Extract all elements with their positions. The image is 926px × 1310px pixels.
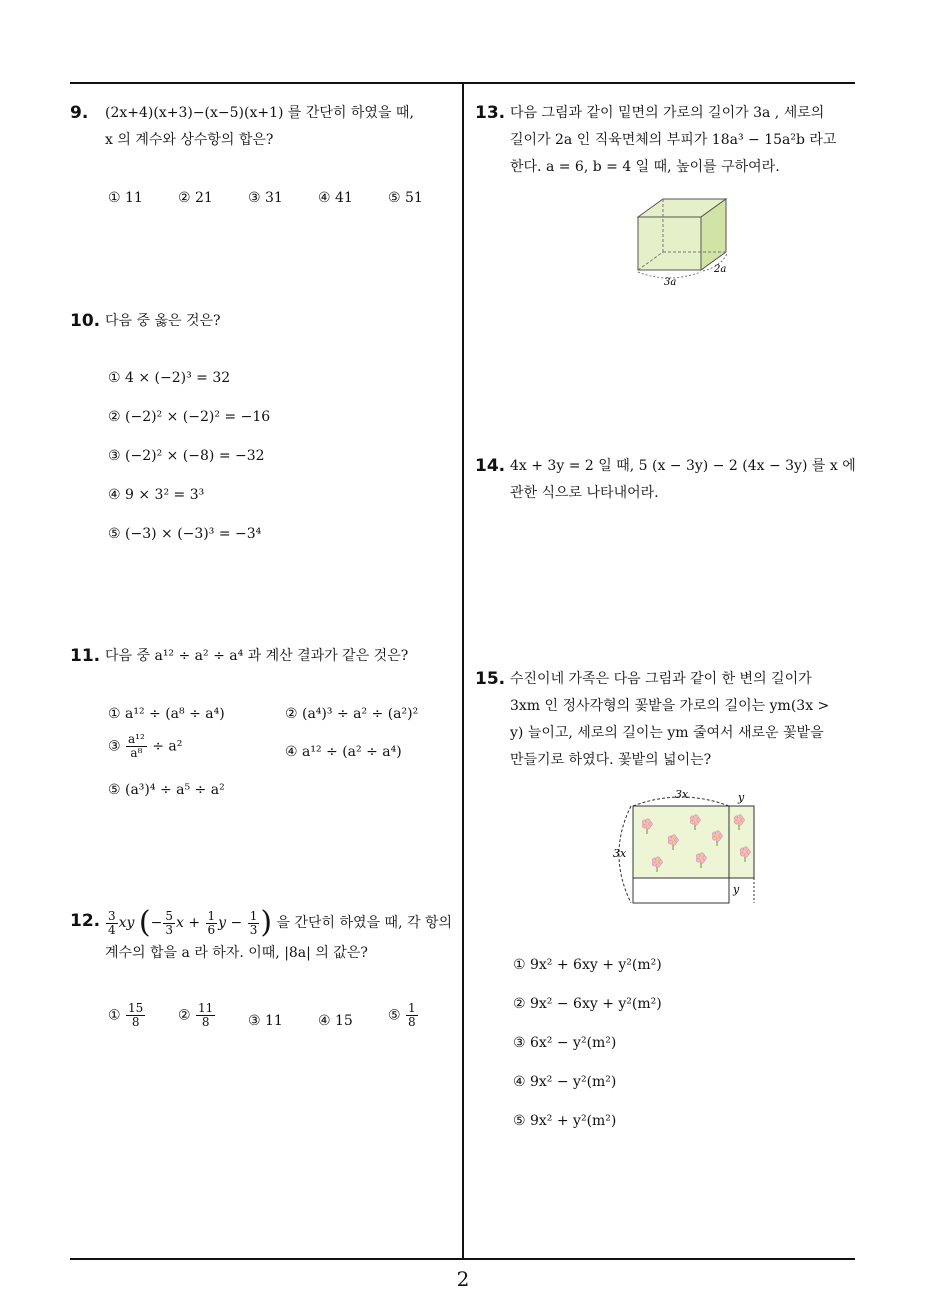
option-4[interactable]: ④ 9 × 3² = 3³ (108, 487, 205, 503)
option-2[interactable]: ② 21 (178, 190, 213, 206)
numerator: a¹² (128, 732, 145, 746)
numerator: 5 (165, 908, 173, 923)
question-number: 15. (475, 669, 506, 689)
question-10 (70, 308, 460, 542)
close-paren: ) (260, 905, 273, 940)
fraction (406, 1002, 418, 1029)
numerator: 1 (207, 908, 216, 923)
option-5[interactable]: ⑤ 9x² + y²(m²) (513, 1113, 617, 1129)
option-5[interactable]: ⑤ 51 (388, 190, 423, 206)
option-3[interactable]: ③ 6x² − y²(m²) (513, 1035, 617, 1051)
denominator: 4 (108, 922, 116, 937)
option-1[interactable]: ① 9x² + 6xy + y²(m²) (513, 957, 662, 973)
removed-strip (633, 878, 729, 903)
fraction (126, 1002, 145, 1029)
width-label: 3a (664, 277, 677, 288)
option-2[interactable]: ② 9x² − 6xy + y²(m²) (513, 996, 662, 1012)
column-divider (462, 82, 464, 1259)
garden-figure (605, 784, 770, 909)
option-1[interactable]: ① a¹² ÷ (a⁸ ÷ a⁴) (108, 706, 225, 722)
fraction (126, 733, 147, 760)
question-14 (475, 453, 860, 507)
page-number: 2 (456, 1267, 470, 1291)
fraction (206, 910, 218, 937)
question-text-line-2: 길이가 2a 인 직육면체의 부피가 18a³ − 15a²b 라고 (510, 132, 837, 148)
option-3[interactable]: ③ 31 (248, 190, 283, 206)
option-3[interactable]: ③ (−2)² × (−8) = −32 (108, 448, 265, 464)
denominator: 3 (165, 922, 173, 937)
question-number: 11. (70, 646, 101, 666)
question-text-line-2: 계수의 합을 a 라 하자. 이때, |8a| 의 값은? (105, 945, 368, 961)
denominator: 8 (201, 1015, 210, 1029)
question-text-line-3: y) 늘이고, 세로의 길이는 ym 줄여서 새로운 꽃밭을 (510, 725, 824, 741)
top-y-label: y (738, 791, 745, 804)
option-4[interactable]: ④ 15 (318, 1013, 353, 1029)
open-paren: ( (138, 905, 151, 940)
variable-y: y − (218, 915, 243, 931)
denominator: 3 (249, 922, 258, 937)
denominator: 8 (408, 1015, 416, 1029)
question-number: 13. (475, 103, 506, 123)
question-number: 9. (70, 103, 89, 123)
cuboid-front-face (638, 217, 701, 270)
garden-original-part (633, 806, 729, 878)
fraction (248, 910, 260, 937)
option-4[interactable]: ④ 9x² − y²(m²) (513, 1074, 617, 1090)
bottom-rule (70, 1258, 855, 1260)
question-text-line-1: 다음 그림과 같이 밑면의 가로의 길이가 3a , 세로의 (510, 105, 825, 121)
question-text-line-4: 만들기로 하였다. 꽃밭의 넓이는? (510, 752, 712, 768)
denominator: 8 (131, 1015, 140, 1029)
cuboid-figure (628, 192, 738, 292)
option-4[interactable]: ④ a¹² ÷ (a² ÷ a⁴) (285, 744, 402, 760)
denominator: a⁸ (130, 746, 143, 760)
question-13 (475, 100, 860, 181)
question-text-line-3: 한다. a = 6, b = 4 일 때, 높이를 구하여라. (510, 159, 780, 175)
question-text-line-2: x 의 계수와 상수항의 합은? (105, 132, 274, 148)
numerator: 3 (108, 908, 116, 923)
option-5[interactable]: ⑤ (a³)⁴ ÷ a⁵ ÷ a² (108, 782, 225, 798)
option-3[interactable] (108, 733, 182, 761)
fraction (163, 910, 175, 937)
depth-label: 2a (714, 264, 727, 275)
numerator: 11 (198, 1001, 214, 1015)
option-1[interactable] (108, 1002, 146, 1030)
variable-x: x + (176, 915, 201, 931)
question-text-line-1: 4x + 3y = 2 일 때, 5 (x − 3y) − 2 (4x − 3y) 를 x 에 (510, 458, 856, 474)
fraction (106, 910, 118, 937)
option-4[interactable]: ④ 41 (318, 190, 353, 206)
top-label: 3x (675, 788, 689, 801)
option-1[interactable]: ① 11 (108, 190, 143, 206)
option-2[interactable]: ② (a⁴)³ ÷ a² ÷ (a²)² (285, 706, 419, 722)
numerator: 15 (128, 1001, 144, 1015)
question-text-line-1: 을 간단히 하였을 때, 각 항의 (276, 915, 452, 931)
question-text-line-1: (2x+4)(x+3)−(x−5)(x+1) 를 간단히 하였을 때, (105, 105, 414, 121)
variable-xy: xy (118, 915, 135, 931)
option-label: ② (178, 1007, 191, 1024)
option-5[interactable]: ⑤ (−3) × (−3)³ = −3⁴ (108, 526, 262, 542)
question-number: 12. (70, 911, 101, 931)
left-label: 3x (613, 847, 627, 860)
question-text-line-1: 다음 중 옳은 것은? (105, 313, 221, 329)
option-label: ③ (108, 738, 121, 755)
option-5[interactable] (388, 1002, 419, 1030)
question-text-line-1: 다음 중 a¹² ÷ a² ÷ a⁴ 과 계산 결과가 같은 것은? (105, 648, 409, 664)
question-text-line-1: 수진이네 가족은 다음 그림과 같이 한 변의 길이가 (510, 671, 812, 687)
option-2[interactable] (178, 1002, 216, 1030)
numerator: 1 (408, 1001, 416, 1015)
question-text-line-2: 3xm 인 정사각형의 꽃밭을 가로의 길이는 ym(3x > (510, 698, 830, 714)
option-label: ⑤ (388, 1007, 401, 1024)
option-2[interactable]: ② (−2)² × (−2)² = −16 (108, 409, 271, 425)
fraction (196, 1002, 215, 1029)
minus-sign: − (150, 915, 163, 931)
option-label: ① (108, 1007, 121, 1024)
question-number: 14. (475, 456, 506, 476)
question-9 (70, 100, 460, 206)
right-y-label: y (733, 883, 740, 896)
question-number: 10. (70, 311, 101, 331)
question-11 (70, 643, 460, 803)
question-text-line-2: 관한 식으로 나타내어라. (510, 485, 659, 501)
option-1[interactable]: ① 4 × (−2)³ = 32 (108, 370, 231, 386)
question-12 (70, 906, 460, 1046)
denominator: 6 (207, 922, 216, 937)
option-suffix: ÷ a² (152, 738, 183, 755)
numerator: 1 (249, 908, 258, 923)
option-3[interactable]: ③ 11 (248, 1013, 283, 1029)
